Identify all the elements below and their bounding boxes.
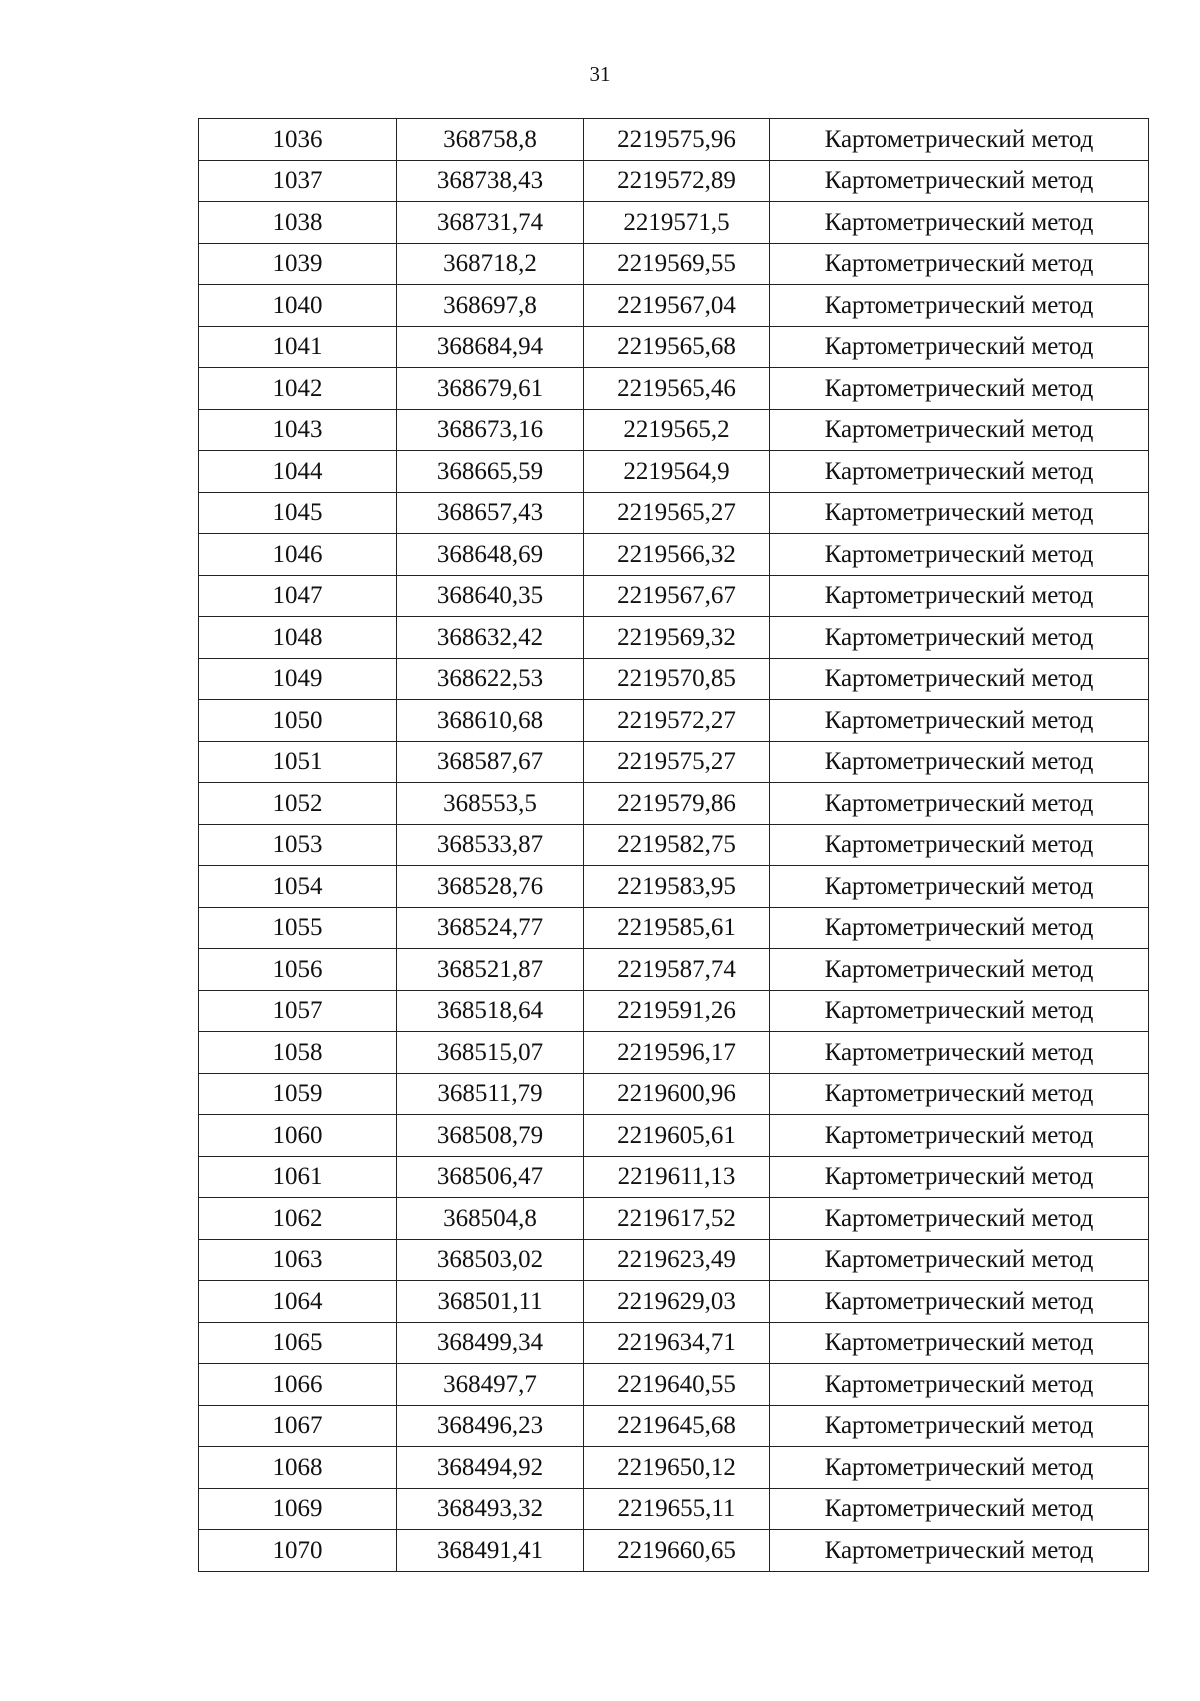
point-number-cell: 1042 [199, 368, 397, 410]
method-cell: Картометрический метод [770, 1488, 1149, 1530]
point-number-cell: 1055 [199, 907, 397, 949]
method-cell: Картометрический метод [770, 949, 1149, 991]
method-cell: Картометрический метод [770, 492, 1149, 534]
x-coordinate-cell: 368506,47 [397, 1156, 584, 1198]
table-row [199, 741, 1149, 783]
table-row [199, 1032, 1149, 1074]
table-row [199, 617, 1149, 659]
point-number-cell: 1036 [199, 119, 397, 161]
table-row [199, 866, 1149, 908]
x-coordinate-cell: 368718,2 [397, 243, 584, 285]
method-cell: Картометрический метод [770, 1405, 1149, 1447]
method-cell: Картометрический метод [770, 534, 1149, 576]
method-cell: Картометрический метод [770, 907, 1149, 949]
y-coordinate-cell: 2219570,85 [584, 658, 770, 700]
table-row [199, 783, 1149, 825]
x-coordinate-cell: 368518,64 [397, 990, 584, 1032]
table-row [199, 1364, 1149, 1406]
method-cell: Картометрический метод [770, 700, 1149, 742]
method-cell: Картометрический метод [770, 202, 1149, 244]
y-coordinate-cell: 2219571,5 [584, 202, 770, 244]
y-coordinate-cell: 2219660,65 [584, 1530, 770, 1572]
method-cell: Картометрический метод [770, 783, 1149, 825]
table-row [199, 990, 1149, 1032]
table-row [199, 824, 1149, 866]
y-coordinate-cell: 2219572,27 [584, 700, 770, 742]
table-row [199, 907, 1149, 949]
table-row [199, 1115, 1149, 1157]
point-number-cell: 1070 [199, 1530, 397, 1572]
x-coordinate-cell: 368528,76 [397, 866, 584, 908]
y-coordinate-cell: 2219565,46 [584, 368, 770, 410]
method-cell: Картометрический метод [770, 409, 1149, 451]
method-cell: Картометрический метод [770, 658, 1149, 700]
table-row [199, 658, 1149, 700]
x-coordinate-cell: 368679,61 [397, 368, 584, 410]
point-number-cell: 1039 [199, 243, 397, 285]
method-cell: Картометрический метод [770, 1322, 1149, 1364]
y-coordinate-cell: 2219579,86 [584, 783, 770, 825]
table-row [199, 1322, 1149, 1364]
y-coordinate-cell: 2219567,67 [584, 575, 770, 617]
point-number-cell: 1037 [199, 160, 397, 202]
x-coordinate-cell: 368524,77 [397, 907, 584, 949]
x-coordinate-cell: 368493,32 [397, 1488, 584, 1530]
x-coordinate-cell: 368665,59 [397, 451, 584, 493]
x-coordinate-cell: 368684,94 [397, 326, 584, 368]
point-number-cell: 1049 [199, 658, 397, 700]
point-number-cell: 1059 [199, 1073, 397, 1115]
table-row [199, 1198, 1149, 1240]
table-row [199, 285, 1149, 327]
coordinates-table-body [199, 119, 1149, 1572]
x-coordinate-cell: 368494,92 [397, 1447, 584, 1489]
method-cell: Картометрический метод [770, 1198, 1149, 1240]
x-coordinate-cell: 368491,41 [397, 1530, 584, 1572]
point-number-cell: 1063 [199, 1239, 397, 1281]
table-row [199, 368, 1149, 410]
x-coordinate-cell: 368610,68 [397, 700, 584, 742]
table-row [199, 160, 1149, 202]
y-coordinate-cell: 2219591,26 [584, 990, 770, 1032]
method-cell: Картометрический метод [770, 824, 1149, 866]
table-row [199, 409, 1149, 451]
x-coordinate-cell: 368508,79 [397, 1115, 584, 1157]
x-coordinate-cell: 368622,53 [397, 658, 584, 700]
table-row [199, 1530, 1149, 1572]
table-row [199, 243, 1149, 285]
page-number: 31 [589, 62, 611, 86]
x-coordinate-cell: 368497,7 [397, 1364, 584, 1406]
y-coordinate-cell: 2219566,32 [584, 534, 770, 576]
method-cell: Картометрический метод [770, 741, 1149, 783]
y-coordinate-cell: 2219567,04 [584, 285, 770, 327]
method-cell: Картометрический метод [770, 326, 1149, 368]
x-coordinate-cell: 368697,8 [397, 285, 584, 327]
point-number-cell: 1054 [199, 866, 397, 908]
y-coordinate-cell: 2219569,55 [584, 243, 770, 285]
point-number-cell: 1069 [199, 1488, 397, 1530]
y-coordinate-cell: 2219565,2 [584, 409, 770, 451]
point-number-cell: 1057 [199, 990, 397, 1032]
y-coordinate-cell: 2219565,27 [584, 492, 770, 534]
point-number-cell: 1050 [199, 700, 397, 742]
y-coordinate-cell: 2219634,71 [584, 1322, 770, 1364]
method-cell: Картометрический метод [770, 617, 1149, 659]
x-coordinate-cell: 368758,8 [397, 119, 584, 161]
point-number-cell: 1061 [199, 1156, 397, 1198]
y-coordinate-cell: 2219585,61 [584, 907, 770, 949]
x-coordinate-cell: 368553,5 [397, 783, 584, 825]
method-cell: Картометрический метод [770, 1364, 1149, 1406]
x-coordinate-cell: 368587,67 [397, 741, 584, 783]
table-row [199, 949, 1149, 991]
point-number-cell: 1040 [199, 285, 397, 327]
method-cell: Картометрический метод [770, 1073, 1149, 1115]
y-coordinate-cell: 2219564,9 [584, 451, 770, 493]
point-number-cell: 1046 [199, 534, 397, 576]
y-coordinate-cell: 2219575,96 [584, 119, 770, 161]
point-number-cell: 1041 [199, 326, 397, 368]
y-coordinate-cell: 2219565,68 [584, 326, 770, 368]
x-coordinate-cell: 368521,87 [397, 949, 584, 991]
table-row [199, 700, 1149, 742]
table-row [199, 575, 1149, 617]
point-number-cell: 1044 [199, 451, 397, 493]
point-number-cell: 1047 [199, 575, 397, 617]
method-cell: Картометрический метод [770, 1115, 1149, 1157]
method-cell: Картометрический метод [770, 368, 1149, 410]
point-number-cell: 1048 [199, 617, 397, 659]
x-coordinate-cell: 368673,16 [397, 409, 584, 451]
method-cell: Картометрический метод [770, 160, 1149, 202]
point-number-cell: 1066 [199, 1364, 397, 1406]
point-number-cell: 1051 [199, 741, 397, 783]
table-row [199, 1281, 1149, 1323]
method-cell: Картометрический метод [770, 575, 1149, 617]
y-coordinate-cell: 2219629,03 [584, 1281, 770, 1323]
x-coordinate-cell: 368499,34 [397, 1322, 584, 1364]
y-coordinate-cell: 2219569,32 [584, 617, 770, 659]
method-cell: Картометрический метод [770, 119, 1149, 161]
point-number-cell: 1064 [199, 1281, 397, 1323]
x-coordinate-cell: 368533,87 [397, 824, 584, 866]
point-number-cell: 1052 [199, 783, 397, 825]
x-coordinate-cell: 368504,8 [397, 1198, 584, 1240]
y-coordinate-cell: 2219596,17 [584, 1032, 770, 1074]
table-row [199, 492, 1149, 534]
y-coordinate-cell: 2219600,96 [584, 1073, 770, 1115]
point-number-cell: 1045 [199, 492, 397, 534]
point-number-cell: 1038 [199, 202, 397, 244]
coordinates-table [198, 118, 1149, 1572]
method-cell: Картометрический метод [770, 1156, 1149, 1198]
method-cell: Картометрический метод [770, 1239, 1149, 1281]
table-row [199, 326, 1149, 368]
table-row [199, 1405, 1149, 1447]
y-coordinate-cell: 2219655,11 [584, 1488, 770, 1530]
x-coordinate-cell: 368515,07 [397, 1032, 584, 1074]
method-cell: Картометрический метод [770, 1530, 1149, 1572]
x-coordinate-cell: 368738,43 [397, 160, 584, 202]
y-coordinate-cell: 2219583,95 [584, 866, 770, 908]
x-coordinate-cell: 368511,79 [397, 1073, 584, 1115]
table-row [199, 119, 1149, 161]
x-coordinate-cell: 368657,43 [397, 492, 584, 534]
y-coordinate-cell: 2219623,49 [584, 1239, 770, 1281]
table-row [199, 202, 1149, 244]
x-coordinate-cell: 368496,23 [397, 1405, 584, 1447]
point-number-cell: 1060 [199, 1115, 397, 1157]
point-number-cell: 1058 [199, 1032, 397, 1074]
table-row [199, 1239, 1149, 1281]
point-number-cell: 1065 [199, 1322, 397, 1364]
table-row [199, 534, 1149, 576]
method-cell: Картометрический метод [770, 990, 1149, 1032]
method-cell: Картометрический метод [770, 866, 1149, 908]
x-coordinate-cell: 368648,69 [397, 534, 584, 576]
y-coordinate-cell: 2219650,12 [584, 1447, 770, 1489]
x-coordinate-cell: 368632,42 [397, 617, 584, 659]
point-number-cell: 1053 [199, 824, 397, 866]
table-row [199, 1073, 1149, 1115]
method-cell: Картометрический метод [770, 451, 1149, 493]
y-coordinate-cell: 2219582,75 [584, 824, 770, 866]
table-row [199, 451, 1149, 493]
table-row [199, 1488, 1149, 1530]
y-coordinate-cell: 2219575,27 [584, 741, 770, 783]
point-number-cell: 1056 [199, 949, 397, 991]
point-number-cell: 1062 [199, 1198, 397, 1240]
table-row [199, 1447, 1149, 1489]
y-coordinate-cell: 2219645,68 [584, 1405, 770, 1447]
y-coordinate-cell: 2219617,52 [584, 1198, 770, 1240]
y-coordinate-cell: 2219640,55 [584, 1364, 770, 1406]
y-coordinate-cell: 2219587,74 [584, 949, 770, 991]
method-cell: Картометрический метод [770, 1032, 1149, 1074]
x-coordinate-cell: 368503,02 [397, 1239, 584, 1281]
table-row [199, 1156, 1149, 1198]
x-coordinate-cell: 368640,35 [397, 575, 584, 617]
x-coordinate-cell: 368731,74 [397, 202, 584, 244]
point-number-cell: 1068 [199, 1447, 397, 1489]
method-cell: Картометрический метод [770, 1447, 1149, 1489]
y-coordinate-cell: 2219605,61 [584, 1115, 770, 1157]
method-cell: Картометрический метод [770, 1281, 1149, 1323]
point-number-cell: 1067 [199, 1405, 397, 1447]
method-cell: Картометрический метод [770, 243, 1149, 285]
point-number-cell: 1043 [199, 409, 397, 451]
y-coordinate-cell: 2219572,89 [584, 160, 770, 202]
x-coordinate-cell: 368501,11 [397, 1281, 584, 1323]
y-coordinate-cell: 2219611,13 [584, 1156, 770, 1198]
method-cell: Картометрический метод [770, 285, 1149, 327]
